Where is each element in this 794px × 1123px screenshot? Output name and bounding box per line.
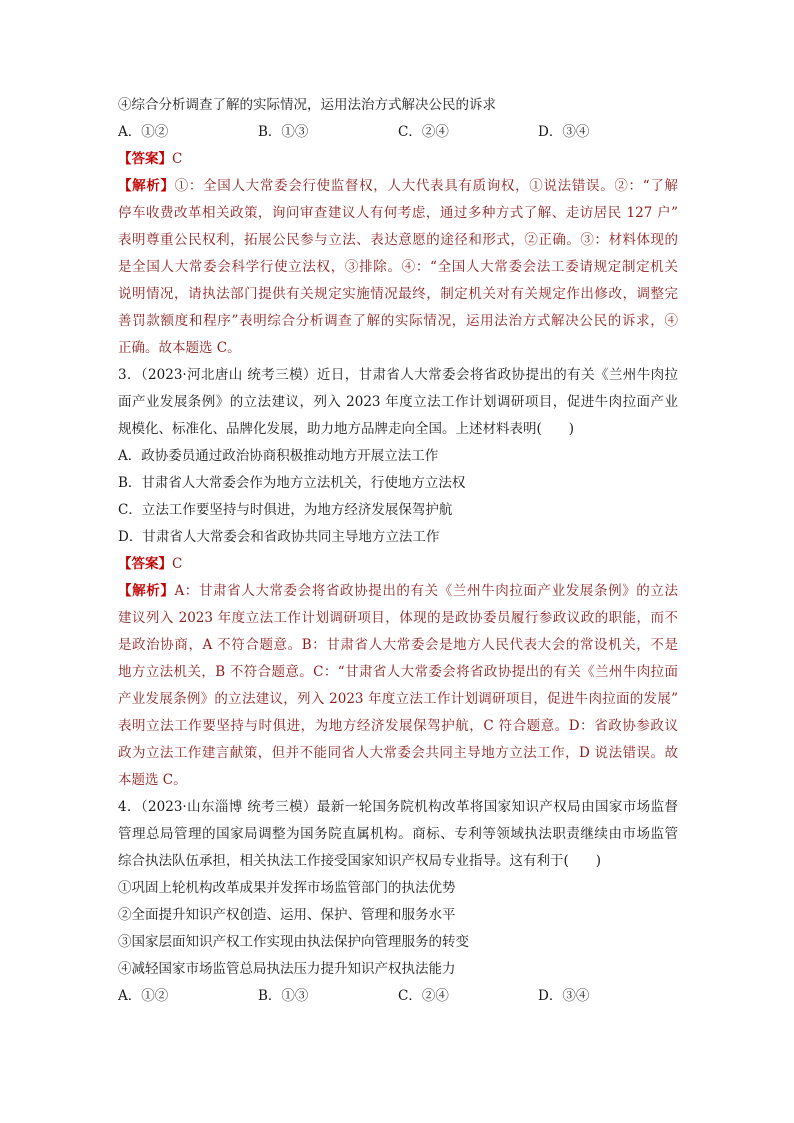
analysis-line: 【解析】A：甘肃省人大常委会将省政协提出的有关《兰州牛肉拉面产业发展条例》的立法 <box>118 583 678 599</box>
q3-choice-a: A．政协委员通过政治协商积极推动地方开展立法工作 <box>118 448 439 464</box>
q3-choice-b: B．甘肃省人大常委会作为地方立法机关，行使地方立法权 <box>118 475 466 491</box>
q3-stem <box>118 362 678 443</box>
q2-option-c: C．②④ <box>398 124 449 140</box>
analysis-line: 【解析】①：全国人大常委会行使监督权，人大代表具有质询权，①说法错误。②：“了解 <box>118 178 679 194</box>
q4-option-b: B．①③ <box>258 988 309 1004</box>
q2-option-d: D．③④ <box>538 124 590 140</box>
document-body <box>118 92 678 1010</box>
q2-statement-4: ④综合分析调查了解的实际情况，运用法治方式解决公民的诉求 <box>118 97 496 113</box>
stem-line: 综合执法队伍承担，相关执法工作接受国家知识产权局专业指导。这有利于( ) <box>118 853 602 869</box>
q3-answer <box>118 551 678 578</box>
q4-statement-3: ③国家层面知识产权工作实现由执法保护向管理服务的转变 <box>118 934 469 950</box>
analysis-line: 产业发展条例》的立法建议，列入 2023 年度立法工作计划调研项目，促进牛肉拉面的发展” <box>118 691 678 707</box>
q4-statement-4: ④减轻国家市场监管总局执法压力提升知识产权执法能力 <box>118 961 456 977</box>
analysis-line: 正确。故本题选 C。 <box>118 340 241 356</box>
analysis-label: 【解析】 <box>118 178 175 194</box>
stem-line: 4．（2023·山东淄博 统考三模）最新一轮国务院机构改革将国家知识产权局由国家市场监督 <box>118 799 678 815</box>
analysis-line: 表明尊重公民权利，拓展公民参与立法、表达意愿的途径和形式，②正确。③：材料体现的 <box>118 232 678 248</box>
analysis-line: 说明情况，请执法部门提供有关规定实施情况最终，制定机关对有关规定作出修改，调整完 <box>118 286 678 302</box>
answer-value: C <box>172 556 183 572</box>
analysis-line: 建议列入 2023 年度立法工作计划调研项目，体现的是政协委员履行参政议政的职能，而不 <box>118 610 678 626</box>
stem-line: 管理总局管理的国家局调整为国务院直属机构。商标、专利等领域执法职责继续由市场监管 <box>118 826 678 842</box>
q4-option-c: C．②④ <box>398 988 449 1004</box>
analysis-label: 【解析】 <box>118 583 175 599</box>
stem-line: 3．（2023·河北唐山 统考三模）近日，甘肃省人大常委会将省政协提出的有关《兰州牛肉拉 <box>118 367 678 383</box>
q4-option-d: D．③④ <box>538 988 590 1004</box>
q2-option-b: B．①③ <box>258 124 309 140</box>
q2-analysis <box>118 173 678 362</box>
q4-option-a: A．①② <box>118 988 169 1004</box>
stem-line: 规模化、标准化、品牌化发展，助力地方品牌走向全国。上述材料表明( ) <box>118 421 575 437</box>
analysis-line: 本题选 C。 <box>118 772 187 788</box>
analysis-line: 善罚款额度和程序”表明综合分析调查了解的实际情况，运用法治方式解决公民的诉求，④ <box>118 313 678 329</box>
q2-option-a: A．①② <box>118 124 169 140</box>
answer-label: 【答案】 <box>118 556 172 572</box>
analysis-line: 表明立法工作要坚持与时俱进，为地方经济发展保驾护航，C 符合题意。D：省政协参政议 <box>118 718 678 734</box>
q4-statement-1: ①巩固上轮机构改革成果并发挥市场监管部门的执法优势 <box>118 880 456 896</box>
analysis-line: 政为立法工作建言献策，但并不能同省人大常委会共同主导地方立法工作，D 说法错误。故 <box>118 745 678 761</box>
analysis-line: 是全国人大常委会科学行使立法权，③排除。④：“全国人大常委会法工委请规定制定机关 <box>118 259 678 275</box>
analysis-line: 是政治协商，A 不符合题意。B：甘肃省人大常委会是地方人民代表大会的常设机关，不是 <box>118 637 678 653</box>
answer-value: C <box>172 151 183 167</box>
q2-answer <box>118 146 678 173</box>
q4-stem <box>118 794 678 875</box>
stem-line: 面产业发展条例》的立法建议，列入 2023 年度立法工作计划调研项目，促进牛肉拉面产业 <box>118 394 678 410</box>
q3-choice-c: C．立法工作要坚持与时俱进，为地方经济发展保驾护航 <box>118 502 453 518</box>
answer-label: 【答案】 <box>118 151 172 167</box>
q2-options <box>118 119 678 146</box>
analysis-line: 停车收费改革相关政策，询问审查建议人有何考虑，通过多种方式了解、走访居民 127 户” <box>118 205 678 221</box>
q3-choice-d: D．甘肃省人大常委会和省政协共同主导地方立法工作 <box>118 529 440 545</box>
q3-analysis <box>118 578 678 794</box>
q4-statement-2: ②全面提升知识产权创造、运用、保护、管理和服务水平 <box>118 907 456 923</box>
analysis-line: 地方立法机关，B 不符合题意。C：“甘肃省人大常委会将省政协提出的有关《兰州牛肉拉面 <box>118 664 678 680</box>
q4-options <box>118 983 678 1010</box>
